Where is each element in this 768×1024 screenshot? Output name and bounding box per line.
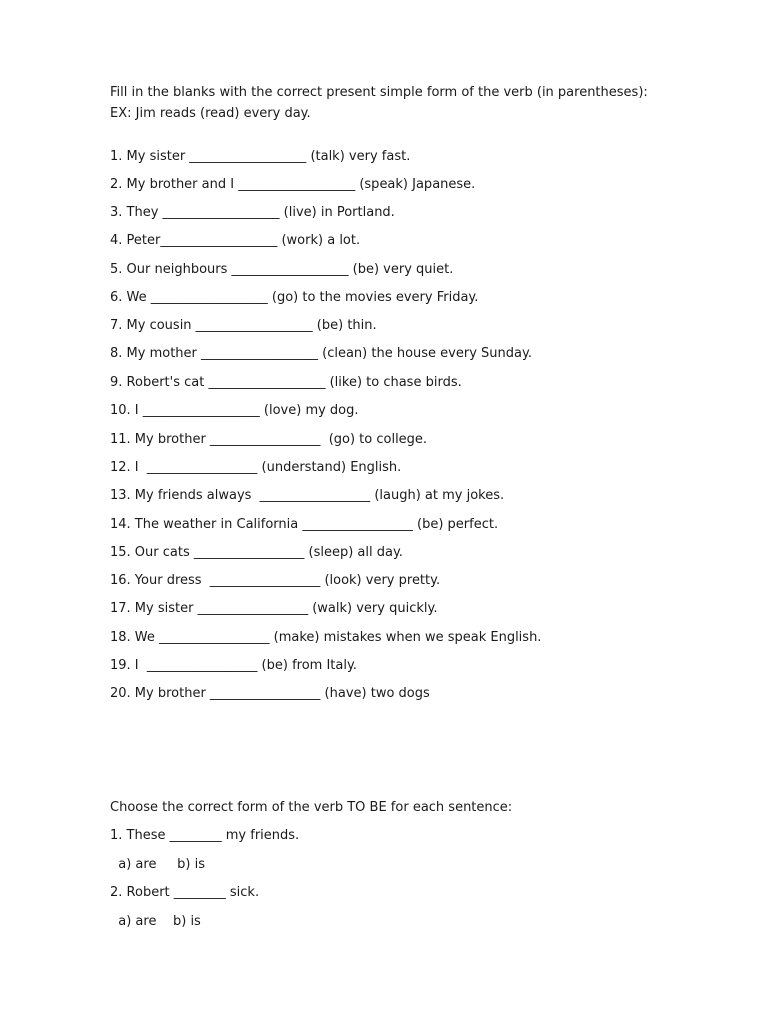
exercise-item-9: 9. Robert's cat __________________ (like) to chase birds. (110, 375, 462, 390)
section2-instruction: Choose the correct form of the verb TO BE for each sentence: (110, 800, 513, 815)
question-1-options: a) are b) is (110, 857, 205, 872)
exercise-item-20: 20. My brother _________________ (have) two dogs (110, 686, 430, 701)
exercise-item-5: 5. Our neighbours __________________ (be) very quiet. (110, 262, 454, 277)
exercise-item-13: 13. My friends always _________________ (laugh) at my jokes. (110, 488, 505, 503)
exercise-item-7: 7. My cousin __________________ (be) thin. (110, 318, 377, 333)
exercise-item-1: 1. My sister __________________ (talk) very fast. (110, 149, 411, 164)
exercise-item-16: 16. Your dress _________________ (look) very pretty. (110, 573, 441, 588)
exercise-item-3: 3. They __________________ (live) in Portland. (110, 205, 395, 220)
section1-example: EX: Jim reads (read) every day. (110, 106, 311, 121)
exercise-item-12: 12. I _________________ (understand) English. (110, 460, 402, 475)
exercise-item-18: 18. We _________________ (make) mistakes when we speak English. (110, 630, 542, 645)
question-2-options: a) are b) is (110, 914, 201, 929)
exercise-item-8: 8. My mother __________________ (clean) the house every Sunday. (110, 346, 532, 361)
section1-instruction: Fill in the blanks with the correct present simple form of the verb (in parentheses): (110, 85, 648, 100)
question-1: 1. These ________ my friends. (110, 828, 300, 843)
exercise-item-19: 19. I _________________ (be) from Italy. (110, 658, 357, 673)
exercise-item-2: 2. My brother and I __________________ (speak) Japanese. (110, 177, 476, 192)
exercise-item-6: 6. We __________________ (go) to the movies every Friday. (110, 290, 479, 305)
exercise-item-14: 14. The weather in California _________________ (be) perfect. (110, 517, 499, 532)
question-2: 2. Robert ________ sick. (110, 885, 260, 900)
exercise-item-11: 11. My brother _________________ (go) to college. (110, 432, 428, 447)
exercise-item-4: 4. Peter__________________ (work) a lot. (110, 233, 361, 248)
exercise-item-10: 10. I __________________ (love) my dog. (110, 403, 359, 418)
exercise-item-17: 17. My sister _________________ (walk) very quickly. (110, 601, 438, 616)
exercise-item-15: 15. Our cats _________________ (sleep) all day. (110, 545, 403, 560)
